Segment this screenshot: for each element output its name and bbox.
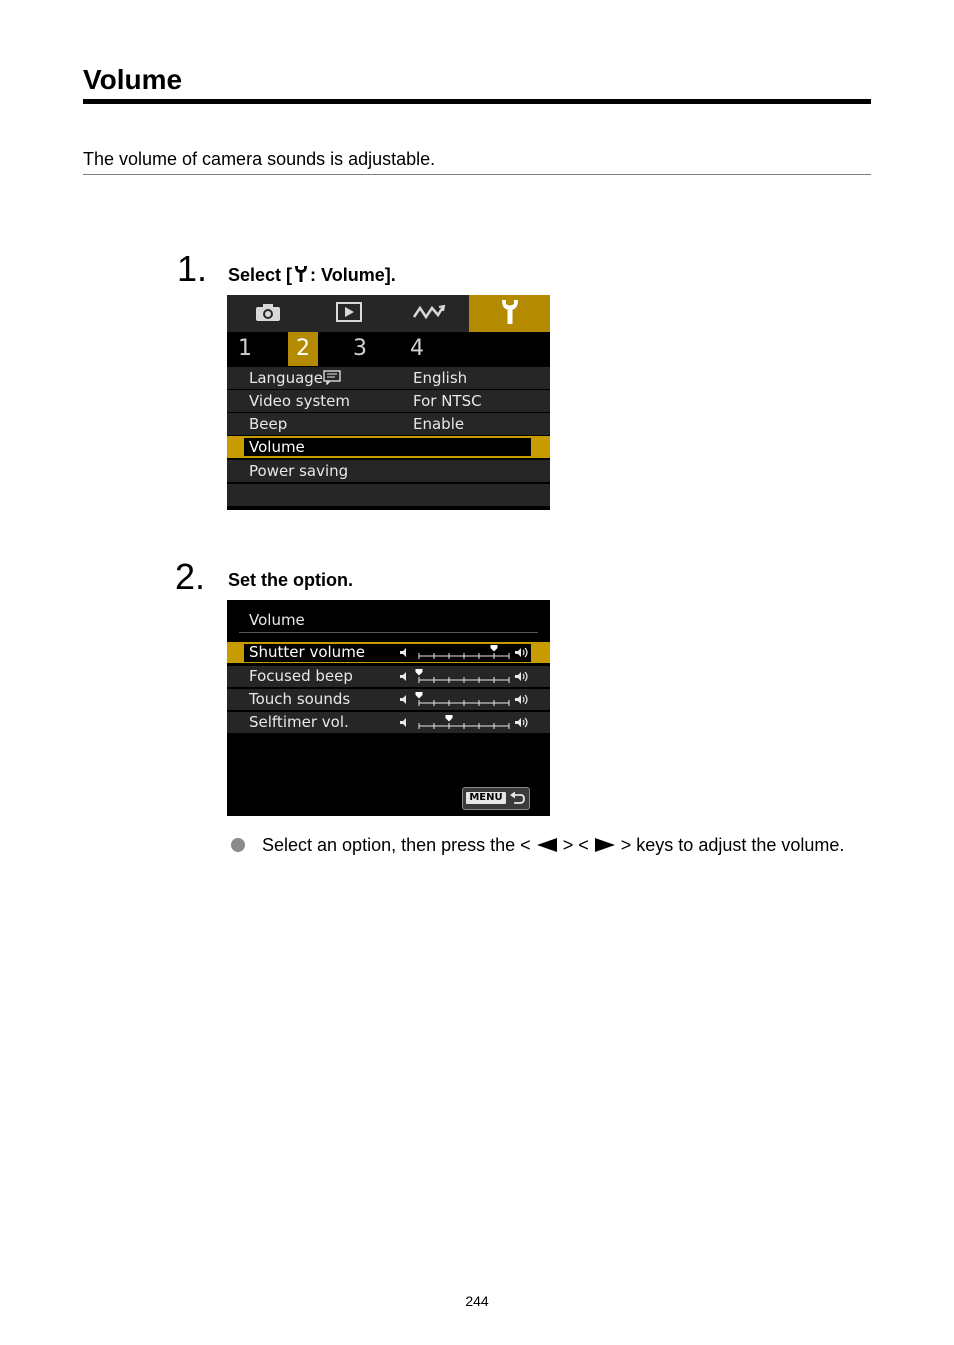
speaker-low-icon	[400, 718, 406, 727]
menu-item-empty	[227, 484, 550, 506]
menu-tab-bar	[227, 295, 550, 332]
bullet-text	[262, 833, 862, 859]
menu-item-label: Power saving	[249, 462, 349, 480]
slider-knob	[491, 645, 498, 652]
intro-rule	[83, 174, 871, 175]
volume-item-focused-beep[interactable]	[227, 666, 550, 687]
step-1-number: 1.	[177, 248, 208, 289]
menu-return-button[interactable]	[462, 787, 530, 810]
camera-icon	[254, 302, 282, 326]
volume-slider[interactable]	[397, 666, 532, 687]
volume-screen-title: Volume	[249, 611, 305, 629]
volume-item-label: Focused beep	[249, 667, 353, 685]
volume-item-touch-sounds[interactable]	[227, 689, 550, 710]
custom-wave-icon	[412, 303, 446, 325]
speaker-high-icon	[515, 695, 521, 704]
page-tab-4[interactable]: 4	[410, 336, 424, 361]
speaker-wave	[525, 718, 527, 727]
speaker-wave	[523, 720, 524, 725]
step-1-text-after: : Volume].	[310, 265, 396, 285]
speaker-high-icon	[515, 648, 521, 657]
volume-item-label: Shutter volume	[249, 643, 366, 661]
step-1-text	[228, 264, 396, 288]
tab-playback[interactable]	[308, 295, 389, 332]
bullet-text-part1: Select an option, then press the <	[262, 835, 531, 855]
bullet-text-part3: > keys to adjust the volume.	[620, 835, 845, 855]
playback-icon	[335, 301, 363, 327]
wrench-icon	[499, 298, 521, 330]
volume-item-label: Touch sounds	[249, 690, 351, 708]
speaker-low-icon	[400, 672, 406, 681]
title-divider	[239, 632, 538, 633]
menu-item-language[interactable]	[227, 367, 550, 389]
volume-item-selftimer[interactable]	[227, 712, 550, 733]
menu-item-value: English	[413, 369, 468, 387]
speaker-low-icon	[400, 648, 406, 657]
menu-label: MENU	[466, 792, 506, 804]
speaker-wave	[525, 672, 527, 681]
page-number: 244	[465, 1293, 489, 1309]
speaker-wave	[523, 674, 524, 679]
tab-custom[interactable]	[389, 295, 469, 332]
tab-setup[interactable]	[469, 295, 550, 332]
menu-item-label: Beep	[249, 415, 288, 433]
speaker-wave	[525, 648, 527, 657]
step-2-text: Set the option.	[228, 570, 353, 590]
menu-item-video-system[interactable]	[227, 390, 550, 412]
intro-text: The volume of camera sounds is adjustable.	[83, 149, 436, 169]
speaker-wave	[523, 650, 524, 655]
left-triangle-icon	[536, 835, 558, 859]
page-title: Volume	[83, 64, 183, 95]
menu-item-value: For NTSC	[413, 392, 482, 410]
speaker-low-icon	[400, 695, 406, 704]
speaker-wave	[523, 697, 524, 702]
speaker-high-icon	[515, 718, 521, 727]
language-icon	[323, 369, 341, 387]
bullet-text-part2: > <	[562, 835, 589, 855]
volume-item-shutter[interactable]	[227, 642, 550, 663]
speaker-wave	[525, 695, 527, 704]
menu-item-power-saving[interactable]	[227, 460, 550, 482]
return-icon	[509, 790, 526, 810]
step-2-number: 2.	[175, 556, 206, 597]
menu-item-label: Video system	[249, 392, 351, 410]
menu-item-beep[interactable]	[227, 413, 550, 435]
title-rule	[83, 99, 871, 104]
tab-shooting[interactable]	[227, 295, 308, 332]
menu-item-label: Volume	[249, 438, 305, 456]
wrench-icon	[293, 265, 309, 288]
bullet-point	[231, 838, 245, 852]
volume-item-label: Selftimer vol.	[249, 713, 349, 731]
setup-menu-screen	[227, 295, 550, 510]
right-triangle-icon	[594, 835, 616, 859]
menu-item-volume[interactable]	[227, 436, 550, 458]
page-tab-bar	[227, 332, 550, 366]
volume-slider[interactable]	[397, 642, 532, 663]
step-1-text-before: Select [	[228, 265, 293, 285]
slider-knob	[416, 669, 423, 676]
menu-item-label	[249, 367, 341, 389]
speaker-high-icon	[515, 672, 521, 681]
page-tab-2[interactable]: 2	[288, 332, 318, 366]
page-tab-1[interactable]: 1	[238, 336, 252, 361]
menu-item-value: Enable	[413, 415, 465, 433]
page-tab-3[interactable]: 3	[353, 336, 367, 361]
volume-slider[interactable]	[397, 689, 532, 710]
slider-knob	[416, 692, 423, 699]
volume-slider[interactable]	[397, 712, 532, 733]
slider-knob	[446, 715, 453, 722]
volume-screen	[227, 600, 550, 816]
language-label: Language	[249, 369, 324, 387]
